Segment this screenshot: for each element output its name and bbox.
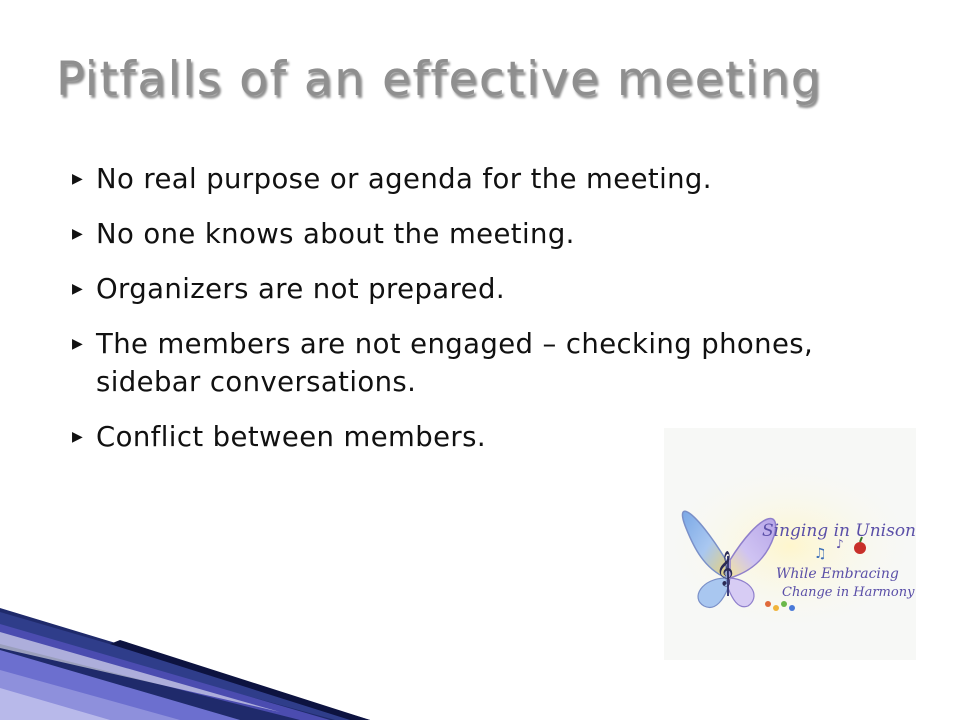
bullet-list — [70, 160, 870, 473]
bullet-text: Organizers are not prepared. — [96, 273, 505, 305]
bullet-text: No one knows about the meeting. — [96, 218, 575, 250]
decorative-stripes — [0, 600, 960, 720]
bullet-text: Conflict between members. — [96, 421, 486, 453]
arrow-right-icon: ▶ — [72, 429, 84, 445]
svg-text:Change in Harmony: Change in Harmony — [782, 585, 915, 600]
bullet-item — [70, 215, 870, 253]
svg-text:While Embracing: While Embracing — [776, 566, 899, 582]
bullet-item — [70, 160, 870, 198]
svg-text:𝄞: 𝄞 — [716, 551, 734, 586]
bullet-item — [70, 270, 870, 308]
arrow-right-icon: ▶ — [72, 281, 84, 297]
arrow-right-icon: ▶ — [72, 336, 84, 352]
slide-title: Pitfalls of an effective meeting — [56, 52, 823, 107]
arrow-right-icon: ▶ — [72, 226, 84, 242]
bullet-text: No real purpose or agenda for the meeting. — [96, 163, 712, 195]
arrow-right-icon: ▶ — [72, 171, 84, 187]
svg-text:♫: ♫ — [814, 546, 827, 562]
svg-text:♪: ♪ — [836, 537, 844, 551]
bullet-text: The members are not engaged – checking phones, sidebar conversations. — [96, 328, 814, 398]
bullet-item — [70, 325, 870, 401]
svg-text:Singing in Unison: Singing in Unison — [762, 521, 916, 541]
